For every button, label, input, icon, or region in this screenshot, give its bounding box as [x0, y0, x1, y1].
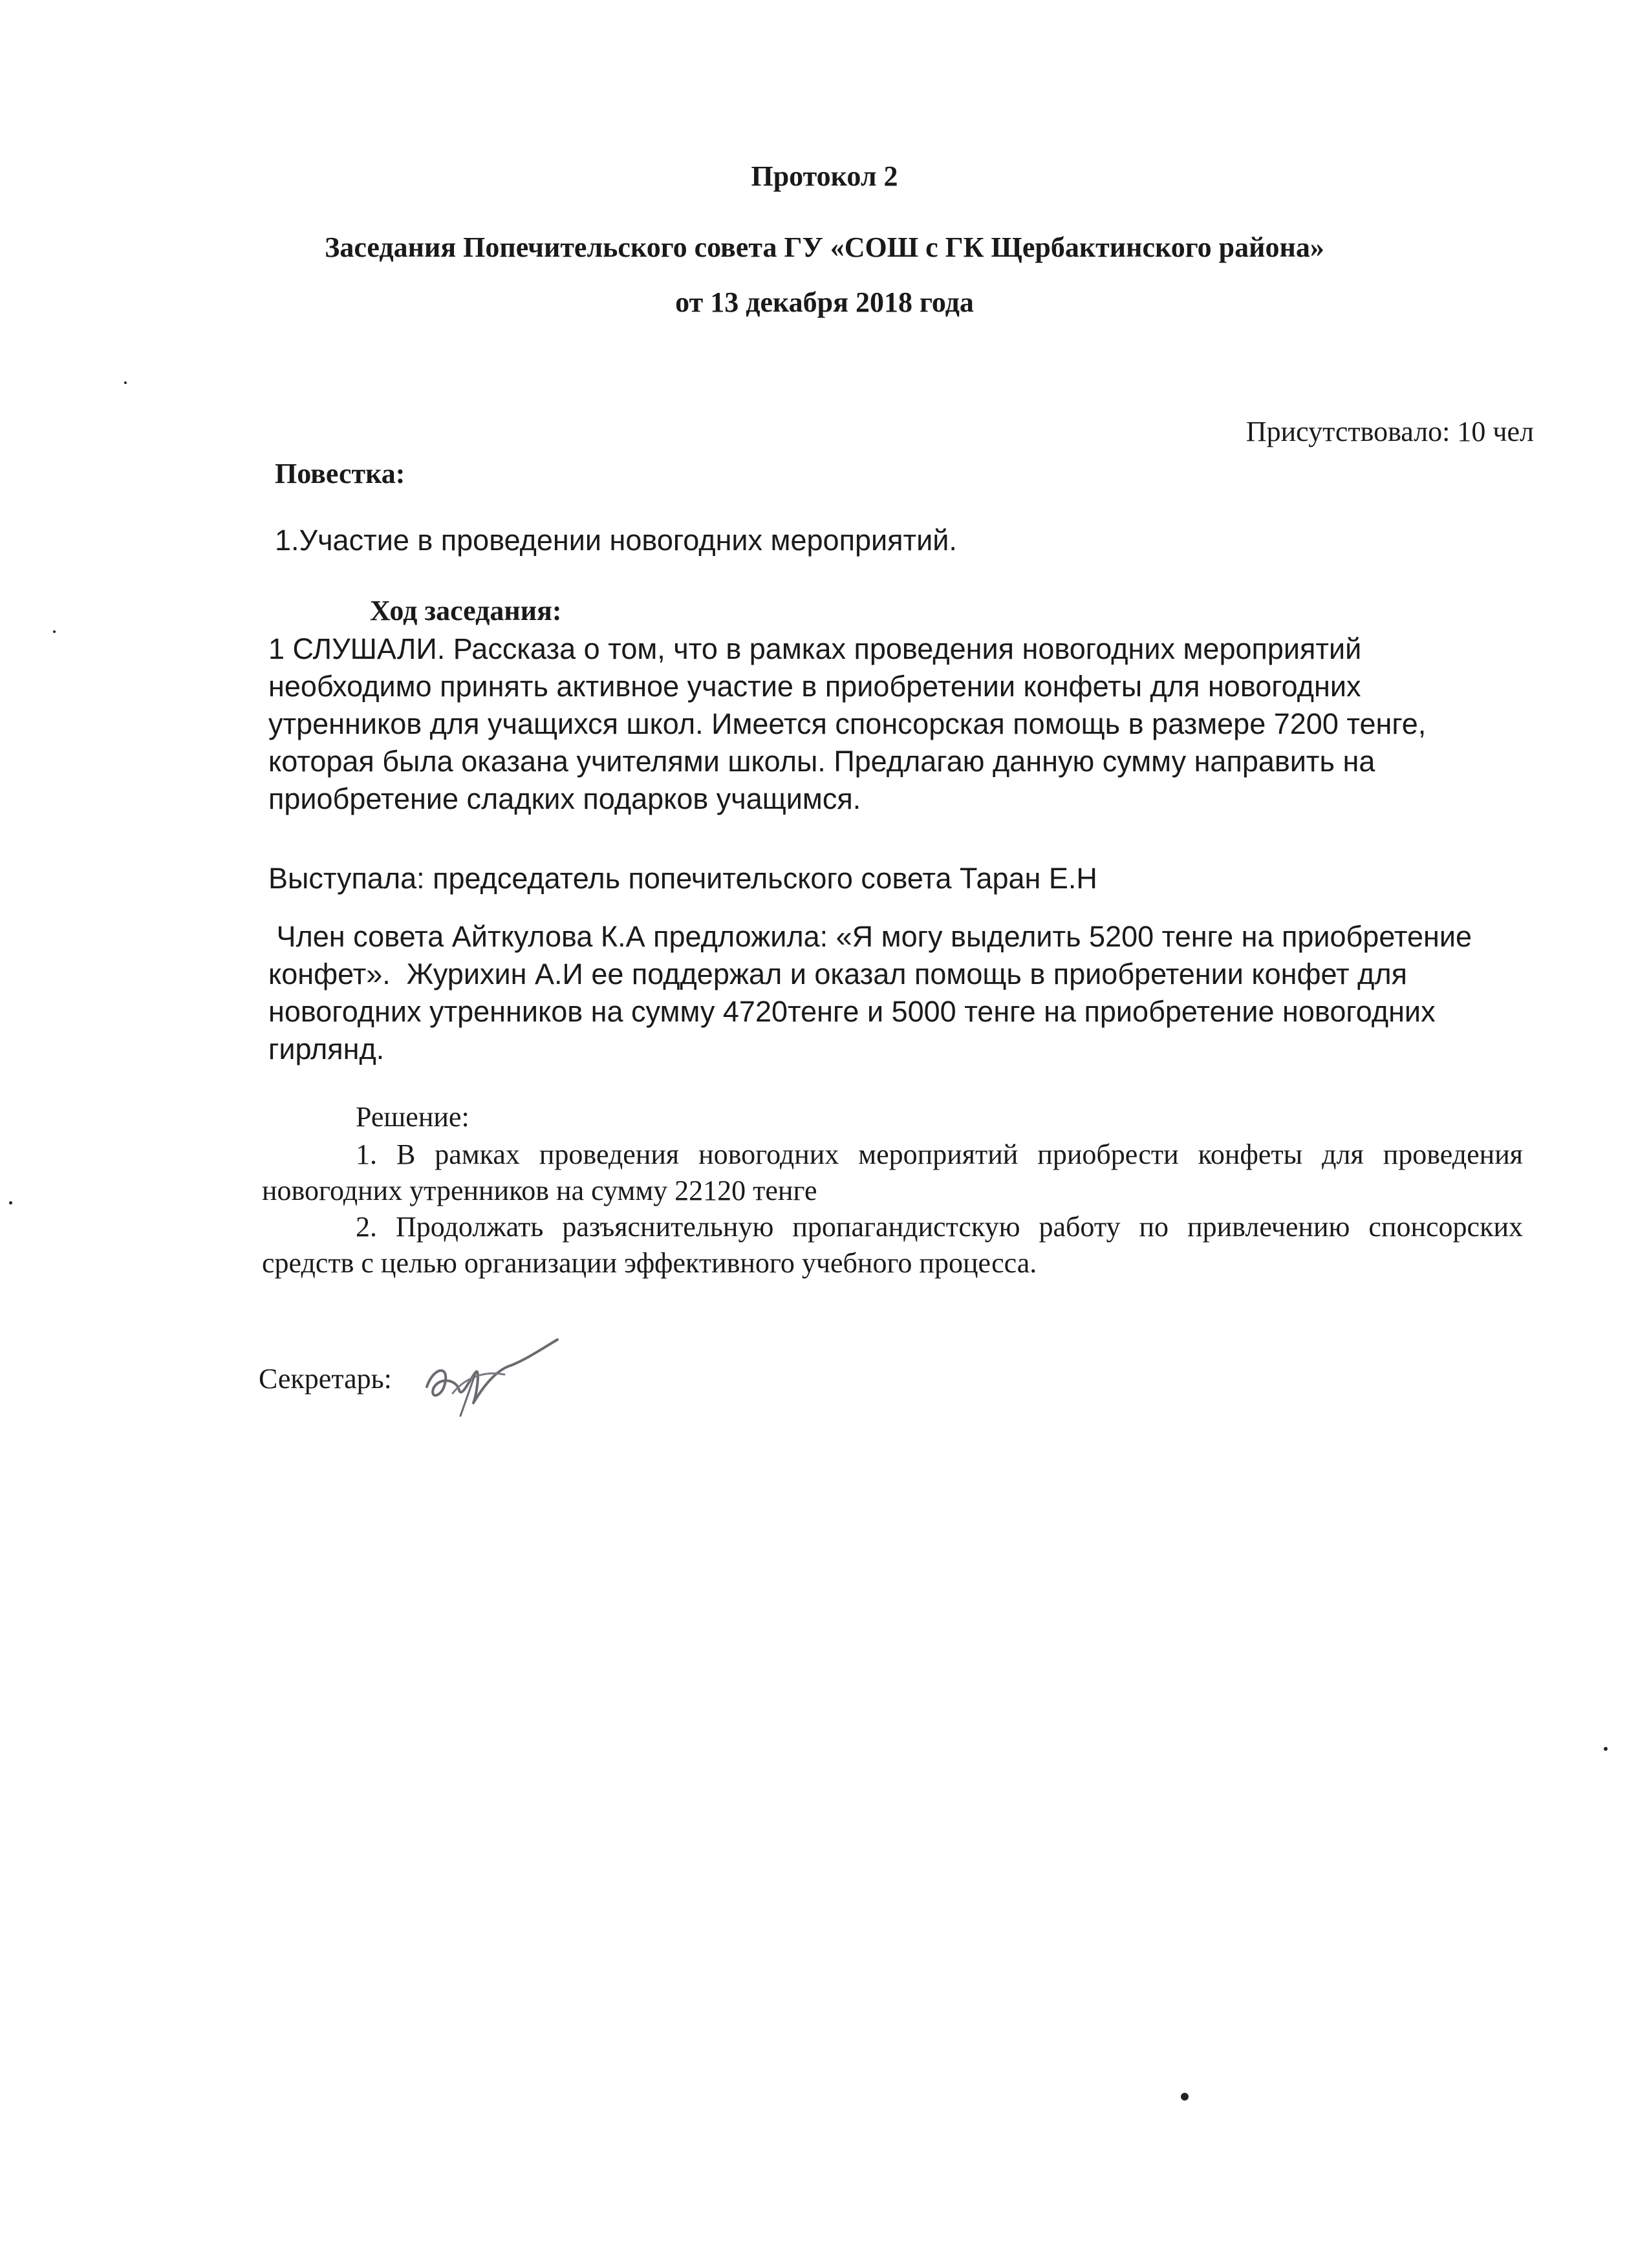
- document-subtitle: Заседания Попечительского совета ГУ «СОШ с ГК Щербактинского района»: [325, 231, 1324, 263]
- signature-icon: [414, 1332, 563, 1422]
- paragraph-line: которая была оказана учителями школы. Предлагаю данную сумму направить на: [268, 745, 1375, 778]
- paragraph-line: новогодних утренников на сумму 4720тенге и 5000 тенге на приобретение новогодних: [268, 995, 1436, 1028]
- paragraph-line: конфет». Журихин А.И ее поддержал и оказал помощь в приобретении конфет для: [268, 957, 1408, 990]
- decision-heading: Решение:: [356, 1101, 469, 1133]
- scan-speck: [1181, 2093, 1189, 2101]
- attendance-count: Присутствовало: 10 чел: [1245, 416, 1534, 447]
- paragraph-line: гирлянд.: [268, 1032, 385, 1065]
- decision-item: 1. В рамках проведения новогодних мероприятий приобрести конфеты для проведения новогодних утренников на сумму 22120 тенге: [262, 1139, 1523, 1206]
- paragraph-line: утренников для учащихся школ. Имеется спонсорская помощь в размере 7200 тенге,: [268, 707, 1427, 740]
- scan-speck: [9, 1201, 12, 1204]
- paragraph-line: 1 СЛУШАЛИ. Рассказа о том, что в рамках проведения новогодних мероприятий: [268, 632, 1362, 665]
- scan-speck: [53, 630, 56, 633]
- listen-paragraph: [268, 630, 1471, 818]
- agenda-heading: Повестка:: [275, 458, 405, 489]
- paragraph-line: необходимо принять активное участие в приобретении конфеты для новогодних: [268, 670, 1361, 703]
- paragraph-line: Член совета Айткулова К.А предложила: «Я могу выделить 5200 тенге на приобретение: [268, 920, 1472, 953]
- document-date: от 13 декабря 2018 года: [675, 286, 974, 318]
- member-paragraph: [268, 918, 1471, 1068]
- agenda-item: 1.Участие в проведении новогодних мероприятий.: [275, 524, 957, 557]
- decision-item: 2. Продолжать разъяснительную пропагандистскую работу по привлечению спонсорских средств с целью организации эффективного учебного процесса.: [262, 1211, 1523, 1279]
- decision-list: [262, 1137, 1523, 1281]
- scan-speck: [124, 381, 127, 384]
- speaker-line: Выступала: председатель попечительского совета Таран Е.Н: [268, 862, 1097, 895]
- scan-speck: [1604, 1747, 1608, 1751]
- paragraph-line: приобретение сладких подарков учащимся.: [268, 782, 861, 815]
- proceedings-heading: Ход заседания:: [370, 595, 562, 626]
- document-title: Протокол 2: [751, 160, 898, 192]
- secretary-label: Секретарь:: [259, 1363, 392, 1395]
